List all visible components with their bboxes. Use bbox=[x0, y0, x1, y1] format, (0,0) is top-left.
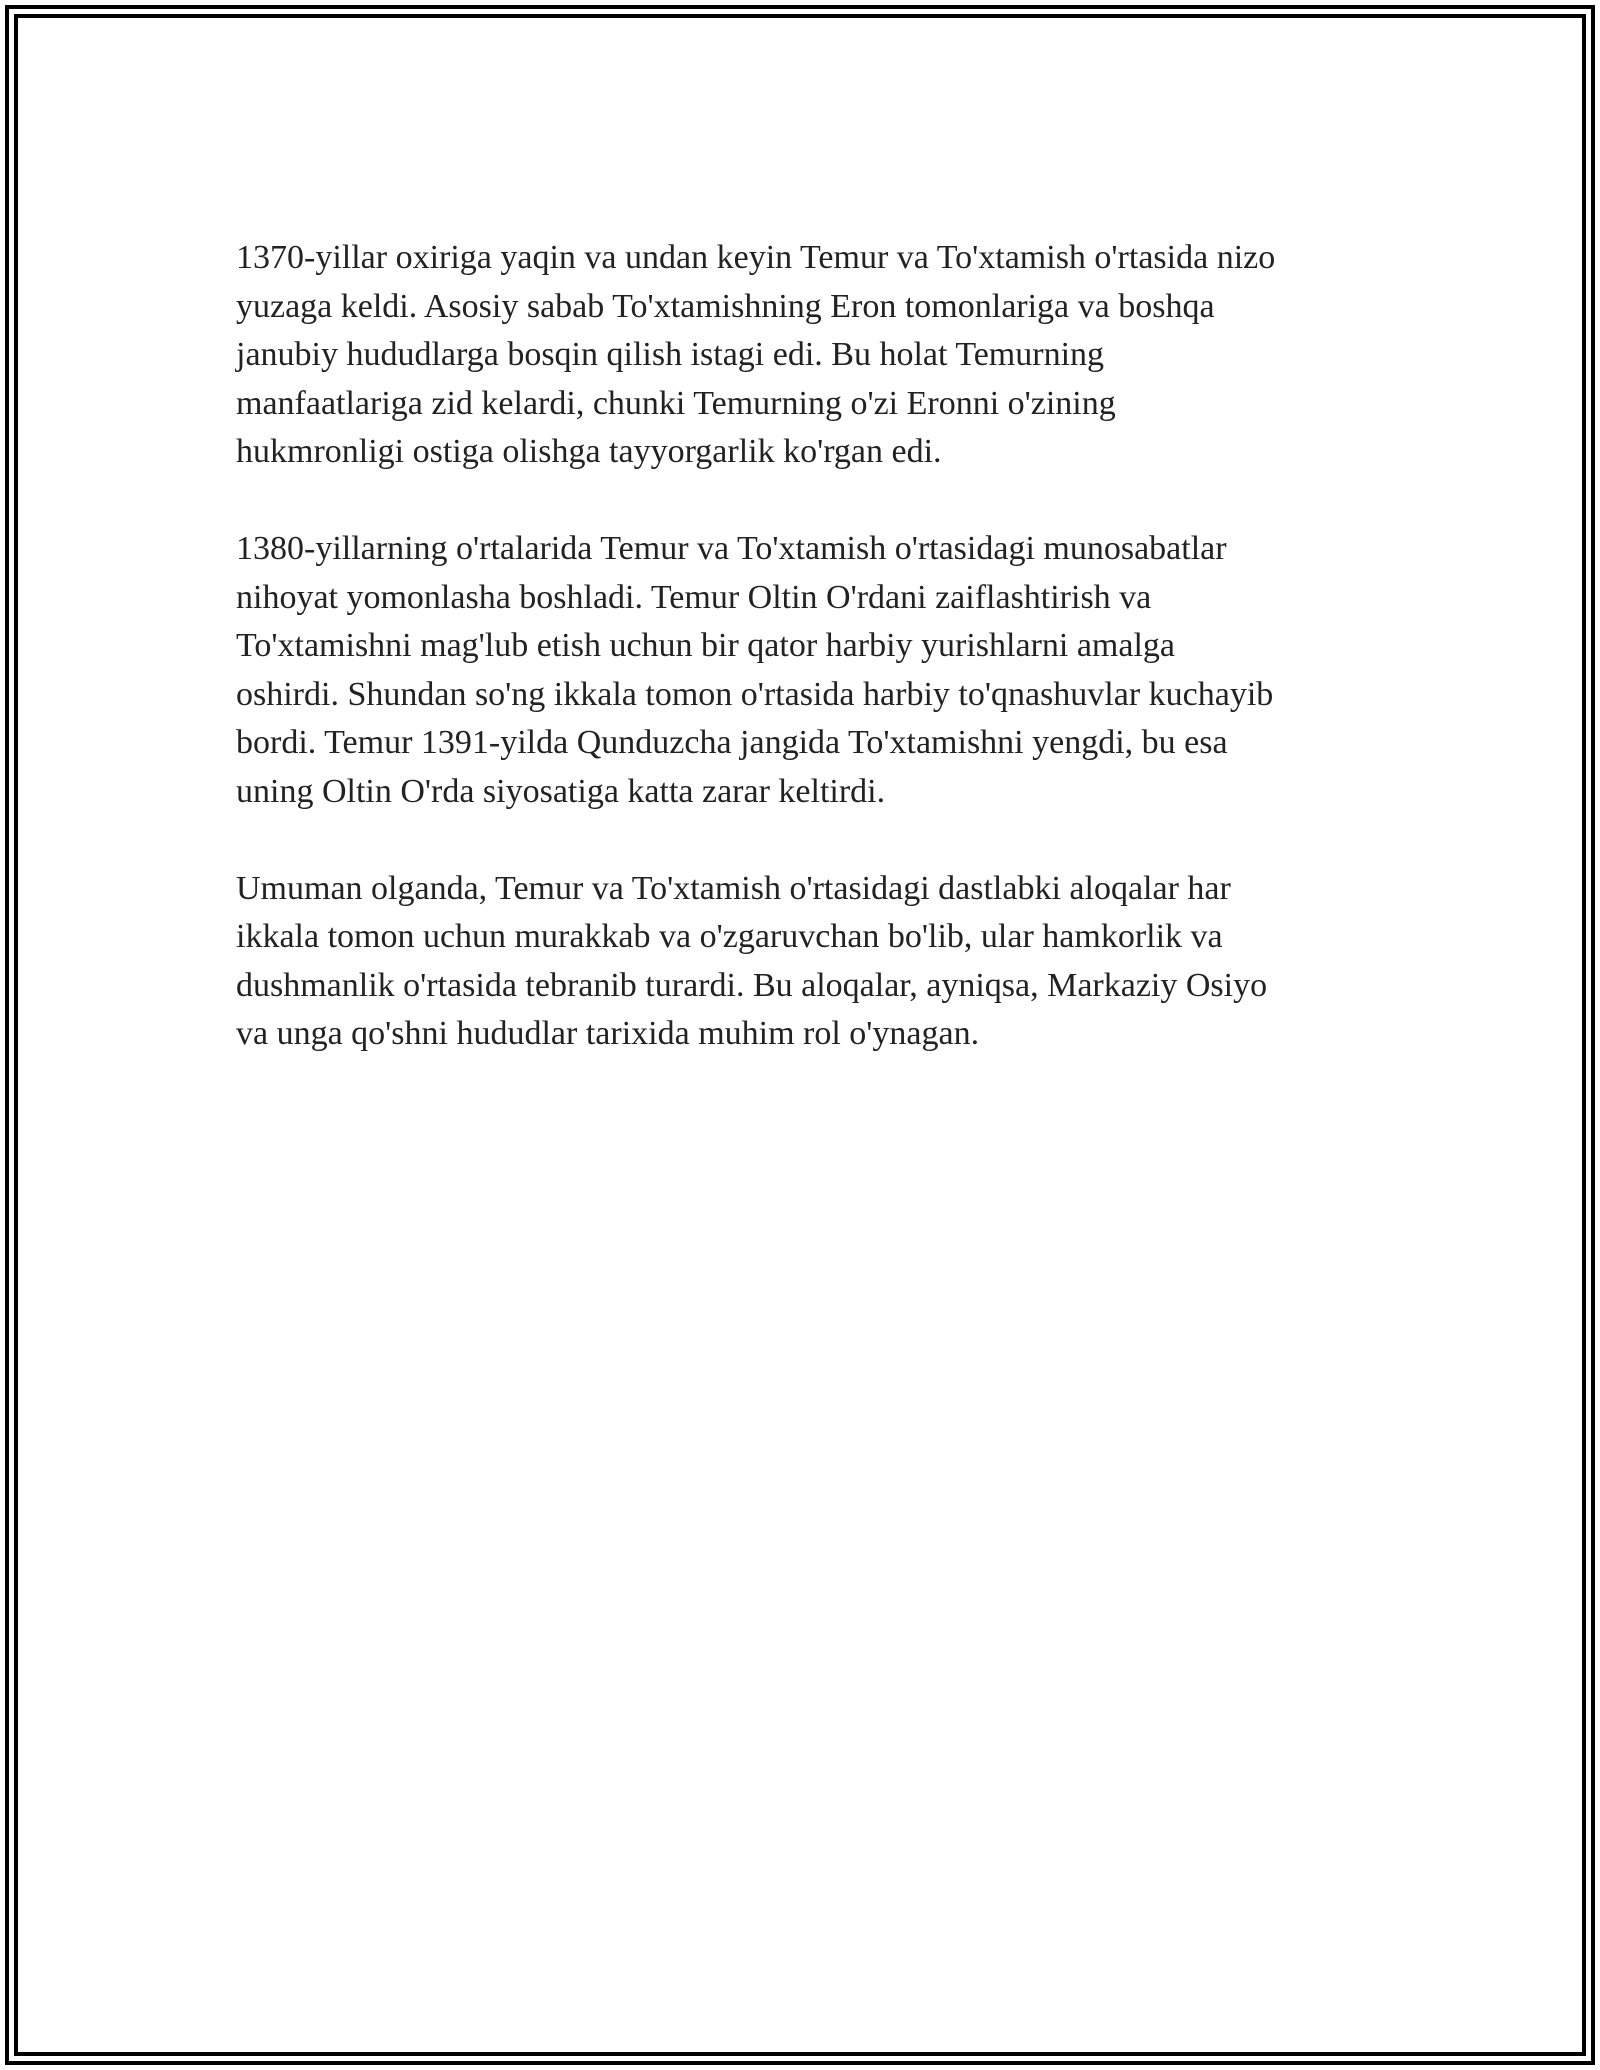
paragraph-1 bbox=[236, 234, 1376, 477]
text-line: bordi. Temur 1391-yilda Qunduzcha jangida To'xtamishni yengdi, bu esa bbox=[236, 724, 1228, 761]
text-line: yuzaga keldi. Asosiy sabab To'xtamishning Eron tomonlariga va boshqa bbox=[236, 287, 1215, 325]
text-line: uning Oltin O'rda siyosatiga katta zarar keltirdi. bbox=[236, 772, 886, 810]
paragraph-3 bbox=[236, 865, 1376, 1059]
document-body bbox=[236, 234, 1376, 1107]
text-line: Umuman olganda, Temur va To'xtamish o'rtasidagi dastlabki aloqalar har bbox=[236, 869, 1231, 907]
text-line: 1380-yillarning o'rtalarida Temur va To'xtamish o'rtasidagi munosabatlar bbox=[236, 530, 1227, 567]
paragraph-2 bbox=[236, 525, 1376, 816]
text-line: janubiy hududlarga bosqin qilish istagi edi. Bu holat Temurning bbox=[236, 336, 1105, 373]
text-line: 1370-yillar oxiriga yaqin va undan keyin Temur va To'xtamish o'rtasida nizo bbox=[236, 239, 1276, 276]
text-line: oshirdi. Shundan so'ng ikkala tomon o'rtasida harbiy to'qnashuvlar kuchayib bbox=[236, 675, 1274, 713]
text-line: hukmronligi ostiga olishga tayyorgarlik ko'rgan edi. bbox=[236, 433, 942, 470]
text-line: va unga qo'shni hududlar tarixida muhim rol o'ynagan. bbox=[236, 1015, 980, 1052]
text-line: dushmanlik o'rtasida tebranib turardi. Bu aloqalar, ayniqsa, Markaziy Osiyo bbox=[236, 966, 1268, 1004]
text-line: To'xtamishni mag'lub etish uchun bir qator harbiy yurishlarni amalga bbox=[236, 627, 1176, 664]
text-line: ikkala tomon uchun murakkab va o'zgaruvchan bo'lib, ular hamkorlik va bbox=[236, 918, 1223, 955]
text-line: nihoyat yomonlasha boshladi. Temur Oltin O'rdani zaiflashtirish va bbox=[236, 578, 1152, 616]
text-line: manfaatlariga zid kelardi, chunki Temurning o'zi Eronni o'zining bbox=[236, 384, 1116, 422]
